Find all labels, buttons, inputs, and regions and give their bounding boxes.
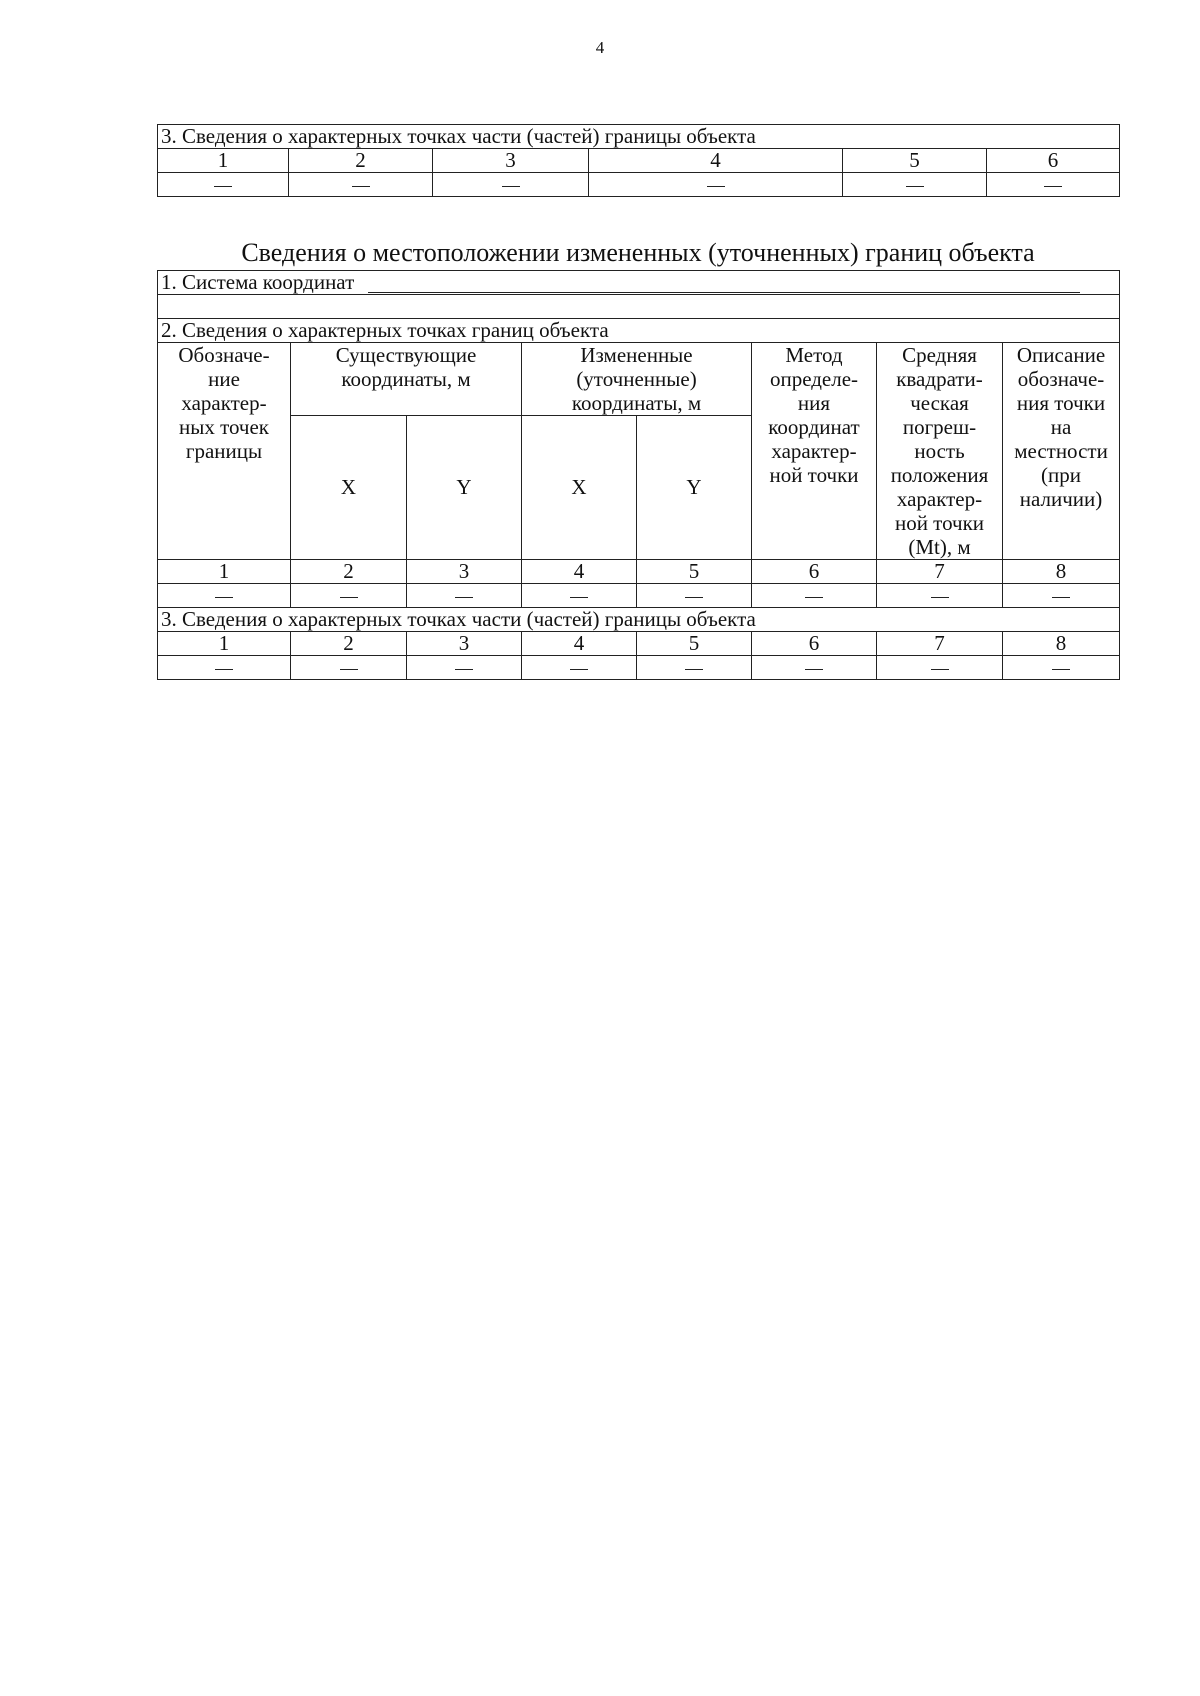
column-numbers-row bbox=[158, 149, 1120, 173]
dash-mark bbox=[805, 597, 823, 598]
dash-mark bbox=[455, 669, 473, 670]
header-existing-y: Y bbox=[407, 416, 522, 560]
column-number: 7 bbox=[877, 560, 1003, 584]
column-number: 2 bbox=[291, 560, 407, 584]
dash-mark bbox=[215, 597, 233, 598]
coordinate-system-value bbox=[158, 295, 1120, 319]
dash-mark bbox=[906, 186, 924, 187]
header-changed-y: Y bbox=[637, 416, 752, 560]
dash-cell bbox=[637, 656, 752, 680]
column-number: 8 bbox=[1003, 632, 1120, 656]
section-3-title: 3. Сведения о характерных точках части (частей) границы объекта bbox=[158, 608, 1120, 632]
column-number: 4 bbox=[522, 632, 637, 656]
column-number: 6 bbox=[752, 632, 877, 656]
dash-cell bbox=[158, 173, 289, 197]
column-number: 2 bbox=[289, 149, 433, 173]
header-point-description: Описание обозначе- ния точки на местности (при наличии) bbox=[1003, 343, 1120, 560]
table-row bbox=[158, 656, 1120, 680]
column-numbers-row bbox=[158, 632, 1120, 656]
coordinate-system-cell bbox=[158, 271, 1120, 295]
dash-cell bbox=[1003, 584, 1120, 608]
dash-cell bbox=[291, 584, 407, 608]
column-number: 1 bbox=[158, 560, 291, 584]
section-heading: Сведения о местоположении измененных (уточненных) границ объекта bbox=[241, 238, 1035, 267]
section-3-title: 3. Сведения о характерных точках части (частей) границы объекта bbox=[158, 125, 1120, 149]
dash-cell bbox=[522, 584, 637, 608]
column-number: 2 bbox=[291, 632, 407, 656]
header-changed-x: X bbox=[522, 416, 637, 560]
dash-mark bbox=[931, 597, 949, 598]
dash-cell bbox=[291, 656, 407, 680]
header-changed-coordinates: Измененные (уточненные) координаты, м bbox=[522, 343, 752, 416]
dash-cell bbox=[522, 656, 637, 680]
table-row bbox=[158, 584, 1120, 608]
coordinate-system-line bbox=[368, 276, 1080, 293]
table-row bbox=[158, 173, 1120, 197]
dash-mark bbox=[502, 186, 520, 187]
column-number: 6 bbox=[752, 560, 877, 584]
column-number: 1 bbox=[158, 149, 289, 173]
dash-mark bbox=[1052, 597, 1070, 598]
dash-cell bbox=[1003, 656, 1120, 680]
dash-mark bbox=[340, 669, 358, 670]
header-method: Метод определе- ния координат характер- ной точки bbox=[752, 343, 877, 560]
section-2-title: 2. Сведения о характерных точках границ объекта bbox=[158, 319, 1120, 343]
dash-mark bbox=[214, 186, 232, 187]
column-number: 6 bbox=[987, 149, 1120, 173]
column-number: 5 bbox=[637, 560, 752, 584]
dash-mark bbox=[455, 597, 473, 598]
dash-mark bbox=[805, 669, 823, 670]
dash-mark bbox=[1052, 669, 1070, 670]
dash-mark bbox=[685, 597, 703, 598]
column-numbers-row bbox=[158, 560, 1120, 584]
dash-cell bbox=[877, 656, 1003, 680]
dash-mark bbox=[707, 186, 725, 187]
dash-mark bbox=[215, 669, 233, 670]
part-points-table bbox=[157, 124, 1120, 197]
column-number: 5 bbox=[637, 632, 752, 656]
dash-cell bbox=[407, 584, 522, 608]
dash-mark bbox=[570, 669, 588, 670]
column-number: 1 bbox=[158, 632, 291, 656]
dash-cell bbox=[987, 173, 1120, 197]
header-existing-coordinates: Существующие координаты, м bbox=[291, 343, 522, 416]
header-point-designation: Обозначе- ние характер- ных точек границы bbox=[158, 343, 291, 560]
dash-mark bbox=[570, 597, 588, 598]
changed-boundaries-table bbox=[157, 270, 1120, 680]
dash-mark bbox=[340, 597, 358, 598]
dash-mark bbox=[931, 669, 949, 670]
column-number: 3 bbox=[433, 149, 589, 173]
column-number: 3 bbox=[407, 632, 522, 656]
dash-cell bbox=[752, 656, 877, 680]
dash-cell bbox=[289, 173, 433, 197]
dash-cell bbox=[877, 584, 1003, 608]
dash-cell bbox=[637, 584, 752, 608]
dash-mark bbox=[685, 669, 703, 670]
column-number: 7 bbox=[877, 632, 1003, 656]
header-mean-square-error: Средняя квадрати- ческая погреш- ность положения характер- ной точки (Mt), м bbox=[877, 343, 1003, 560]
dash-cell bbox=[407, 656, 522, 680]
column-number: 4 bbox=[589, 149, 843, 173]
section-1-title: 1. Система координат bbox=[161, 270, 355, 294]
dash-cell bbox=[589, 173, 843, 197]
column-number: 8 bbox=[1003, 560, 1120, 584]
dash-cell bbox=[752, 584, 877, 608]
dash-cell bbox=[158, 584, 291, 608]
column-number: 3 bbox=[407, 560, 522, 584]
dash-mark bbox=[352, 186, 370, 187]
header-existing-x: X bbox=[291, 416, 407, 560]
dash-cell bbox=[433, 173, 589, 197]
dash-mark bbox=[1044, 186, 1062, 187]
column-number: 5 bbox=[843, 149, 987, 173]
dash-cell bbox=[843, 173, 987, 197]
page-number: 4 bbox=[595, 38, 605, 57]
column-number: 4 bbox=[522, 560, 637, 584]
dash-cell bbox=[158, 656, 291, 680]
